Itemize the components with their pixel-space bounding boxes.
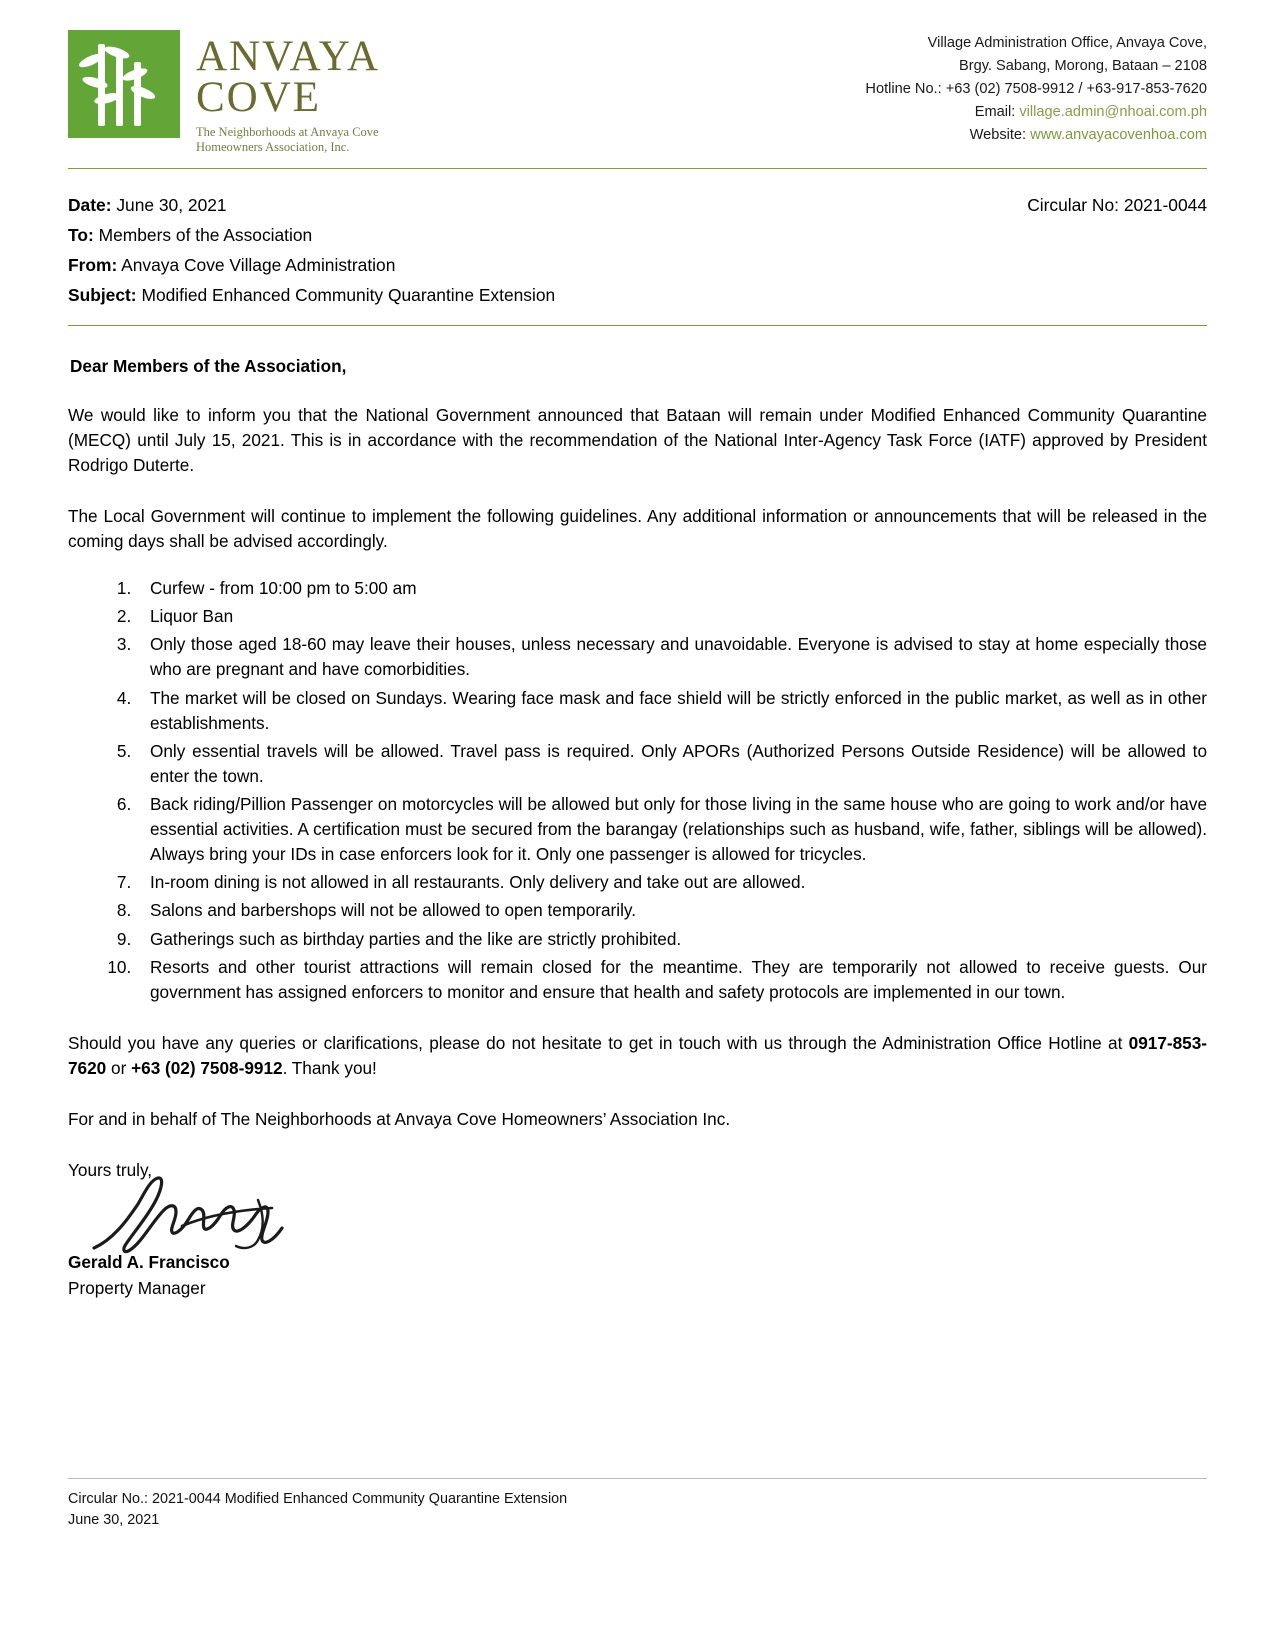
salutation: Dear Members of the Association, — [70, 355, 347, 376]
meta-subject-row — [68, 281, 1207, 311]
circular-number: Circular No: 2021-0044 — [1027, 194, 1207, 215]
list-item: 2. Liquor Ban — [136, 604, 1207, 629]
subject-label: Subject: — [68, 284, 137, 305]
bamboo-logo-icon — [68, 30, 180, 138]
organization-logo — [68, 22, 380, 156]
list-item: 1. Curfew - from 10:00 pm to 5:00 am — [136, 576, 1207, 601]
list-item: 5. Only essential travels will be allowed. Travel pass is required. Only APORs (Authorized Persons Outside Residence) will be allowed to enter the town. — [136, 739, 1207, 789]
closing-phone-2: +63 (02) 7508-9912 — [131, 1057, 283, 1078]
closing-phone-1: 0917-853-7620 — [68, 1032, 1207, 1078]
header-divider — [68, 168, 1207, 169]
footer-line-1: Circular No.: 2021-0044 Modified Enhanced Community Quarantine Extension — [68, 1490, 568, 1507]
memo-meta-block — [68, 191, 1207, 311]
from-value: Anvaya Cove Village Administration — [121, 254, 396, 275]
list-item: 4. The market will be closed on Sundays. Wearing face mask and face shield will be strictly enforced in the public market, as well as in other establishments. — [136, 686, 1207, 736]
logo-tagline-line2: Homeowners Association, Inc. — [196, 140, 350, 155]
to-value: Members of the Association — [98, 224, 313, 245]
list-item: 9. Gatherings such as birthday parties and the like are strictly prohibited. — [136, 927, 1207, 952]
document-header — [68, 22, 1207, 164]
date-value: June 30, 2021 — [116, 194, 227, 215]
closing-paragraph — [68, 1031, 1207, 1081]
signatory-name: Gerald A. Francisco — [68, 1251, 230, 1272]
footer-divider — [68, 1478, 1207, 1479]
office-hotline: Hotline No.: +63 (02) 7508-9912 / +63-917-853-7620 — [865, 81, 1207, 98]
from-label: From: — [68, 254, 118, 275]
behalf-paragraph: For and in behalf of The Neighborhoods at Anvaya Cove Homeowners’ Association Inc. — [68, 1109, 731, 1130]
closing-mid: or — [106, 1057, 132, 1078]
date-label: Date: — [68, 194, 112, 215]
body-paragraph-2: The Local Government will continue to implement the following guidelines. Any additional information or announcements that will be released in the coming days shall be advised accordingly. — [68, 505, 1207, 551]
subject-value: Modified Enhanced Community Quarantine Extension — [141, 284, 556, 305]
office-email-row — [865, 101, 1207, 124]
logo-wordmark — [196, 30, 380, 156]
website-link[interactable]: www.anvayacovenhoa.com — [1030, 127, 1207, 144]
office-contact-block — [865, 22, 1207, 147]
body-paragraph-1: We would like to inform you that the National Government announced that Bataan will remain under Modified Enhanced Community Quarantine (MECQ) until July 15, 2021. This is in accordance with the recommendation of the National Inter-Agency Task Force (IATF) approved by President Rodrigo Duterte. — [68, 404, 1207, 475]
website-label: Website: — [969, 127, 1027, 144]
signature-block — [68, 1158, 1207, 1301]
list-item: 10. Resorts and other tourist attractions will remain closed for the meantime. They are temporarily not allowed to receive guests. Our government has assigned enforcers to monitor and ensure that health and safety protocols are implemented in our town. — [136, 955, 1207, 1005]
logo-brand-line1: ANVAYA — [196, 33, 381, 80]
office-website-row — [865, 124, 1207, 147]
yours-truly: Yours truly, — [68, 1160, 153, 1181]
logo-brand-line2: COVE — [196, 74, 322, 122]
email-label: Email: — [974, 104, 1016, 121]
logo-tagline-line1: The Neighborhoods at Anvaya Cove — [196, 124, 379, 139]
email-link[interactable]: village.admin@nhoai.com.ph — [1019, 104, 1207, 121]
list-item: 7. In-room dining is not allowed in all restaurants. Only delivery and take out are allowed. — [136, 870, 1207, 895]
office-address-line2: Brgy. Sabang, Morong, Bataan – 2108 — [959, 58, 1207, 75]
to-label: To: — [68, 224, 94, 245]
document-footer — [68, 1478, 1207, 1532]
closing-prefix: Should you have any queries or clarifications, please do not hesitate to get in touch with us through the Administration Office Hotline at — [68, 1032, 1129, 1053]
closing-suffix: . Thank you! — [282, 1057, 377, 1078]
footer-line-2: June 30, 2021 — [68, 1512, 160, 1529]
list-item: 6. Back riding/Pillion Passenger on motorcycles will be allowed but only for those living in the same house who are going to work and/or have essential activities. A certification must be secured from the barangay (relationships such as husband, wife, father, siblings will be allowed). Always bring your IDs in case enforcers look for it. Only one passenger is allowed for tricycles. — [136, 792, 1207, 867]
office-address-line1: Village Administration Office, Anvaya Cove, — [927, 35, 1207, 51]
meta-to-row — [68, 221, 1207, 251]
list-item: 3. Only those aged 18-60 may leave their houses, unless necessary and unavoidable. Everyone is advised to stay at home especially those who are pregnant and have comorbidities. — [136, 632, 1207, 682]
signatory-role: Property Manager — [68, 1277, 206, 1298]
list-item: 8. Salons and barbershops will not be allowed to open temporarily. — [136, 898, 1207, 923]
meta-from-row — [68, 251, 1207, 281]
meta-divider — [68, 325, 1207, 326]
guidelines-list — [68, 576, 1207, 1005]
